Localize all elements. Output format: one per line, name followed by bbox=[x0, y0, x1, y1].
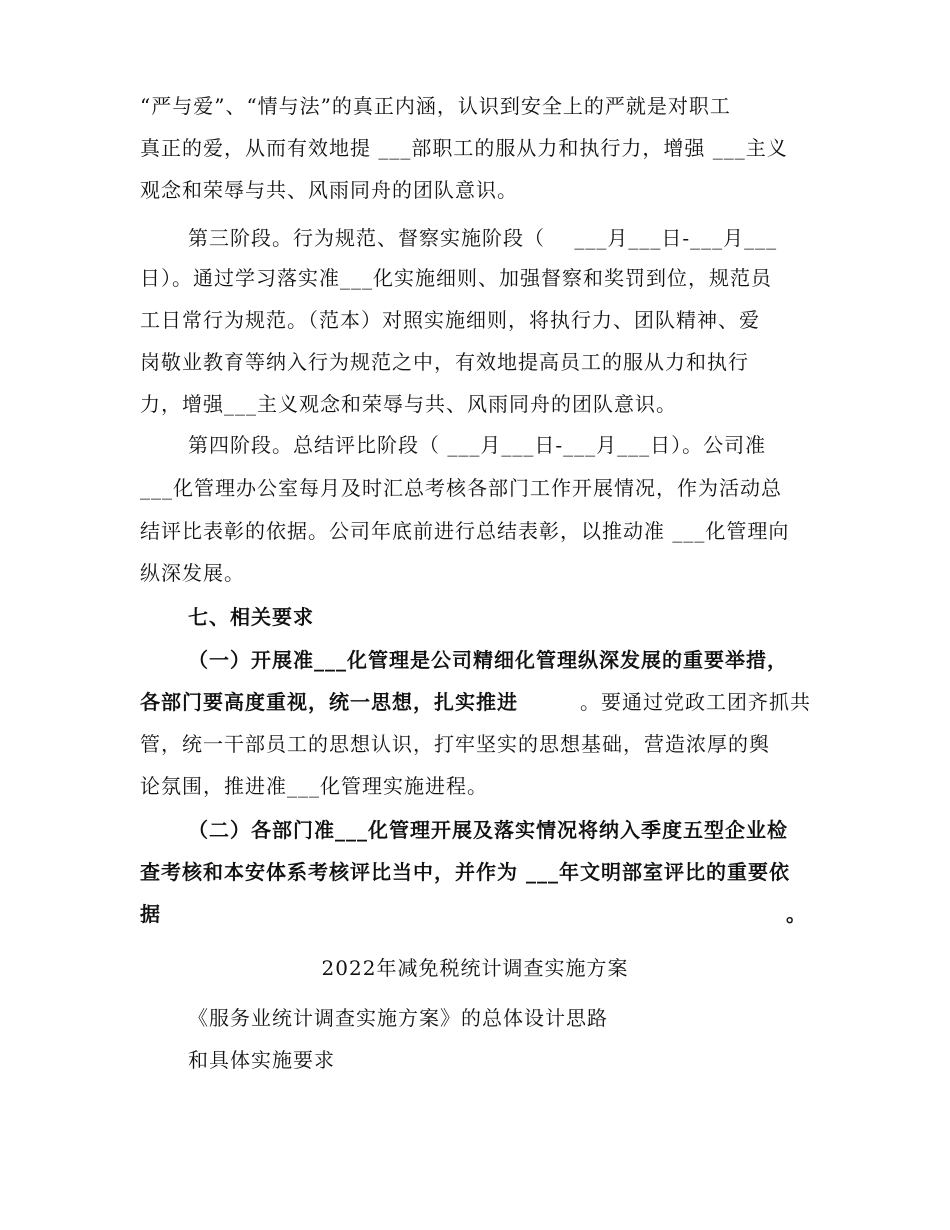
requirement-2-line: 据 bbox=[140, 902, 161, 926]
body-line: 岗敬业教育等纳入行为规范之中，有效地提高员工的服从力和执行 bbox=[140, 350, 749, 374]
body-line: 力，增强___主义观念和荣辱与共、风雨同舟的团队意识。 bbox=[140, 392, 677, 416]
document-title: 2022年减免税统计调查实施方案 bbox=[321, 956, 629, 980]
body-line: 第三阶段。行为规范、督察实施阶段（ ___月___日-___月___ bbox=[188, 226, 778, 250]
requirement-1-line: （一）开展准___化管理是公司精细化管理纵深发展的重要举措， bbox=[188, 648, 788, 672]
section-heading: 七、相关要求 bbox=[188, 605, 314, 629]
body-line: 日）。通过学习落实准___化实施细则、加强督察和奖罚到位，规范员 bbox=[140, 266, 772, 290]
body-line: 工日常行为规范。（范本）对照实施细则，将执行力、团队精神、爱 bbox=[140, 308, 760, 332]
requirement-2-line: 。 bbox=[786, 902, 807, 926]
body-line: 纵深发展。 bbox=[140, 561, 245, 585]
body-line: ___化管理办公室每月及时汇总考核各部门工作开展情况，作为活动总 bbox=[140, 476, 782, 500]
requirement-1-line: 各部门要高度重视，统一思想，扎实推进 bbox=[140, 690, 518, 714]
body-line: 管，统一干部员工的思想认识，打牢坚实的思想基础，营造浓厚的舆 bbox=[140, 732, 770, 756]
body-line: 和具体实施要求 bbox=[188, 1048, 335, 1072]
requirement-2-line: （二）各部门准___化管理开展及落实情况将纳入季度五型企业检 bbox=[188, 818, 788, 842]
body-line: 。要通过党政工团齐抓共 bbox=[580, 690, 811, 714]
requirement-2-line: 查考核和本安体系考核评比当中，并作为 ___年文明部室评比的重要依 bbox=[140, 860, 790, 884]
body-line: 论氛围，推进准___化管理实施进程。 bbox=[140, 774, 488, 798]
body-line: 真正的爱，从而有效地提 ___部职工的服从力和执行力，增强 ___主义 bbox=[140, 136, 788, 160]
body-line: 结评比表彰的依据。公司年底前进行总结表彰，以推动准 ___化管理向 bbox=[140, 519, 790, 543]
body-line: 观念和荣辱与共、风雨同舟的团队意识。 bbox=[140, 178, 518, 202]
body-line: 《服务业统计调查实施方案》的总体设计思路 bbox=[188, 1006, 608, 1030]
body-line: 第四阶段。总结评比阶段（ ___月___日-___月___日）。公司准 bbox=[188, 433, 767, 457]
body-line: “严与爱”、“情与法”的真正内涵，认识到安全上的严就是对职工 bbox=[140, 94, 731, 118]
